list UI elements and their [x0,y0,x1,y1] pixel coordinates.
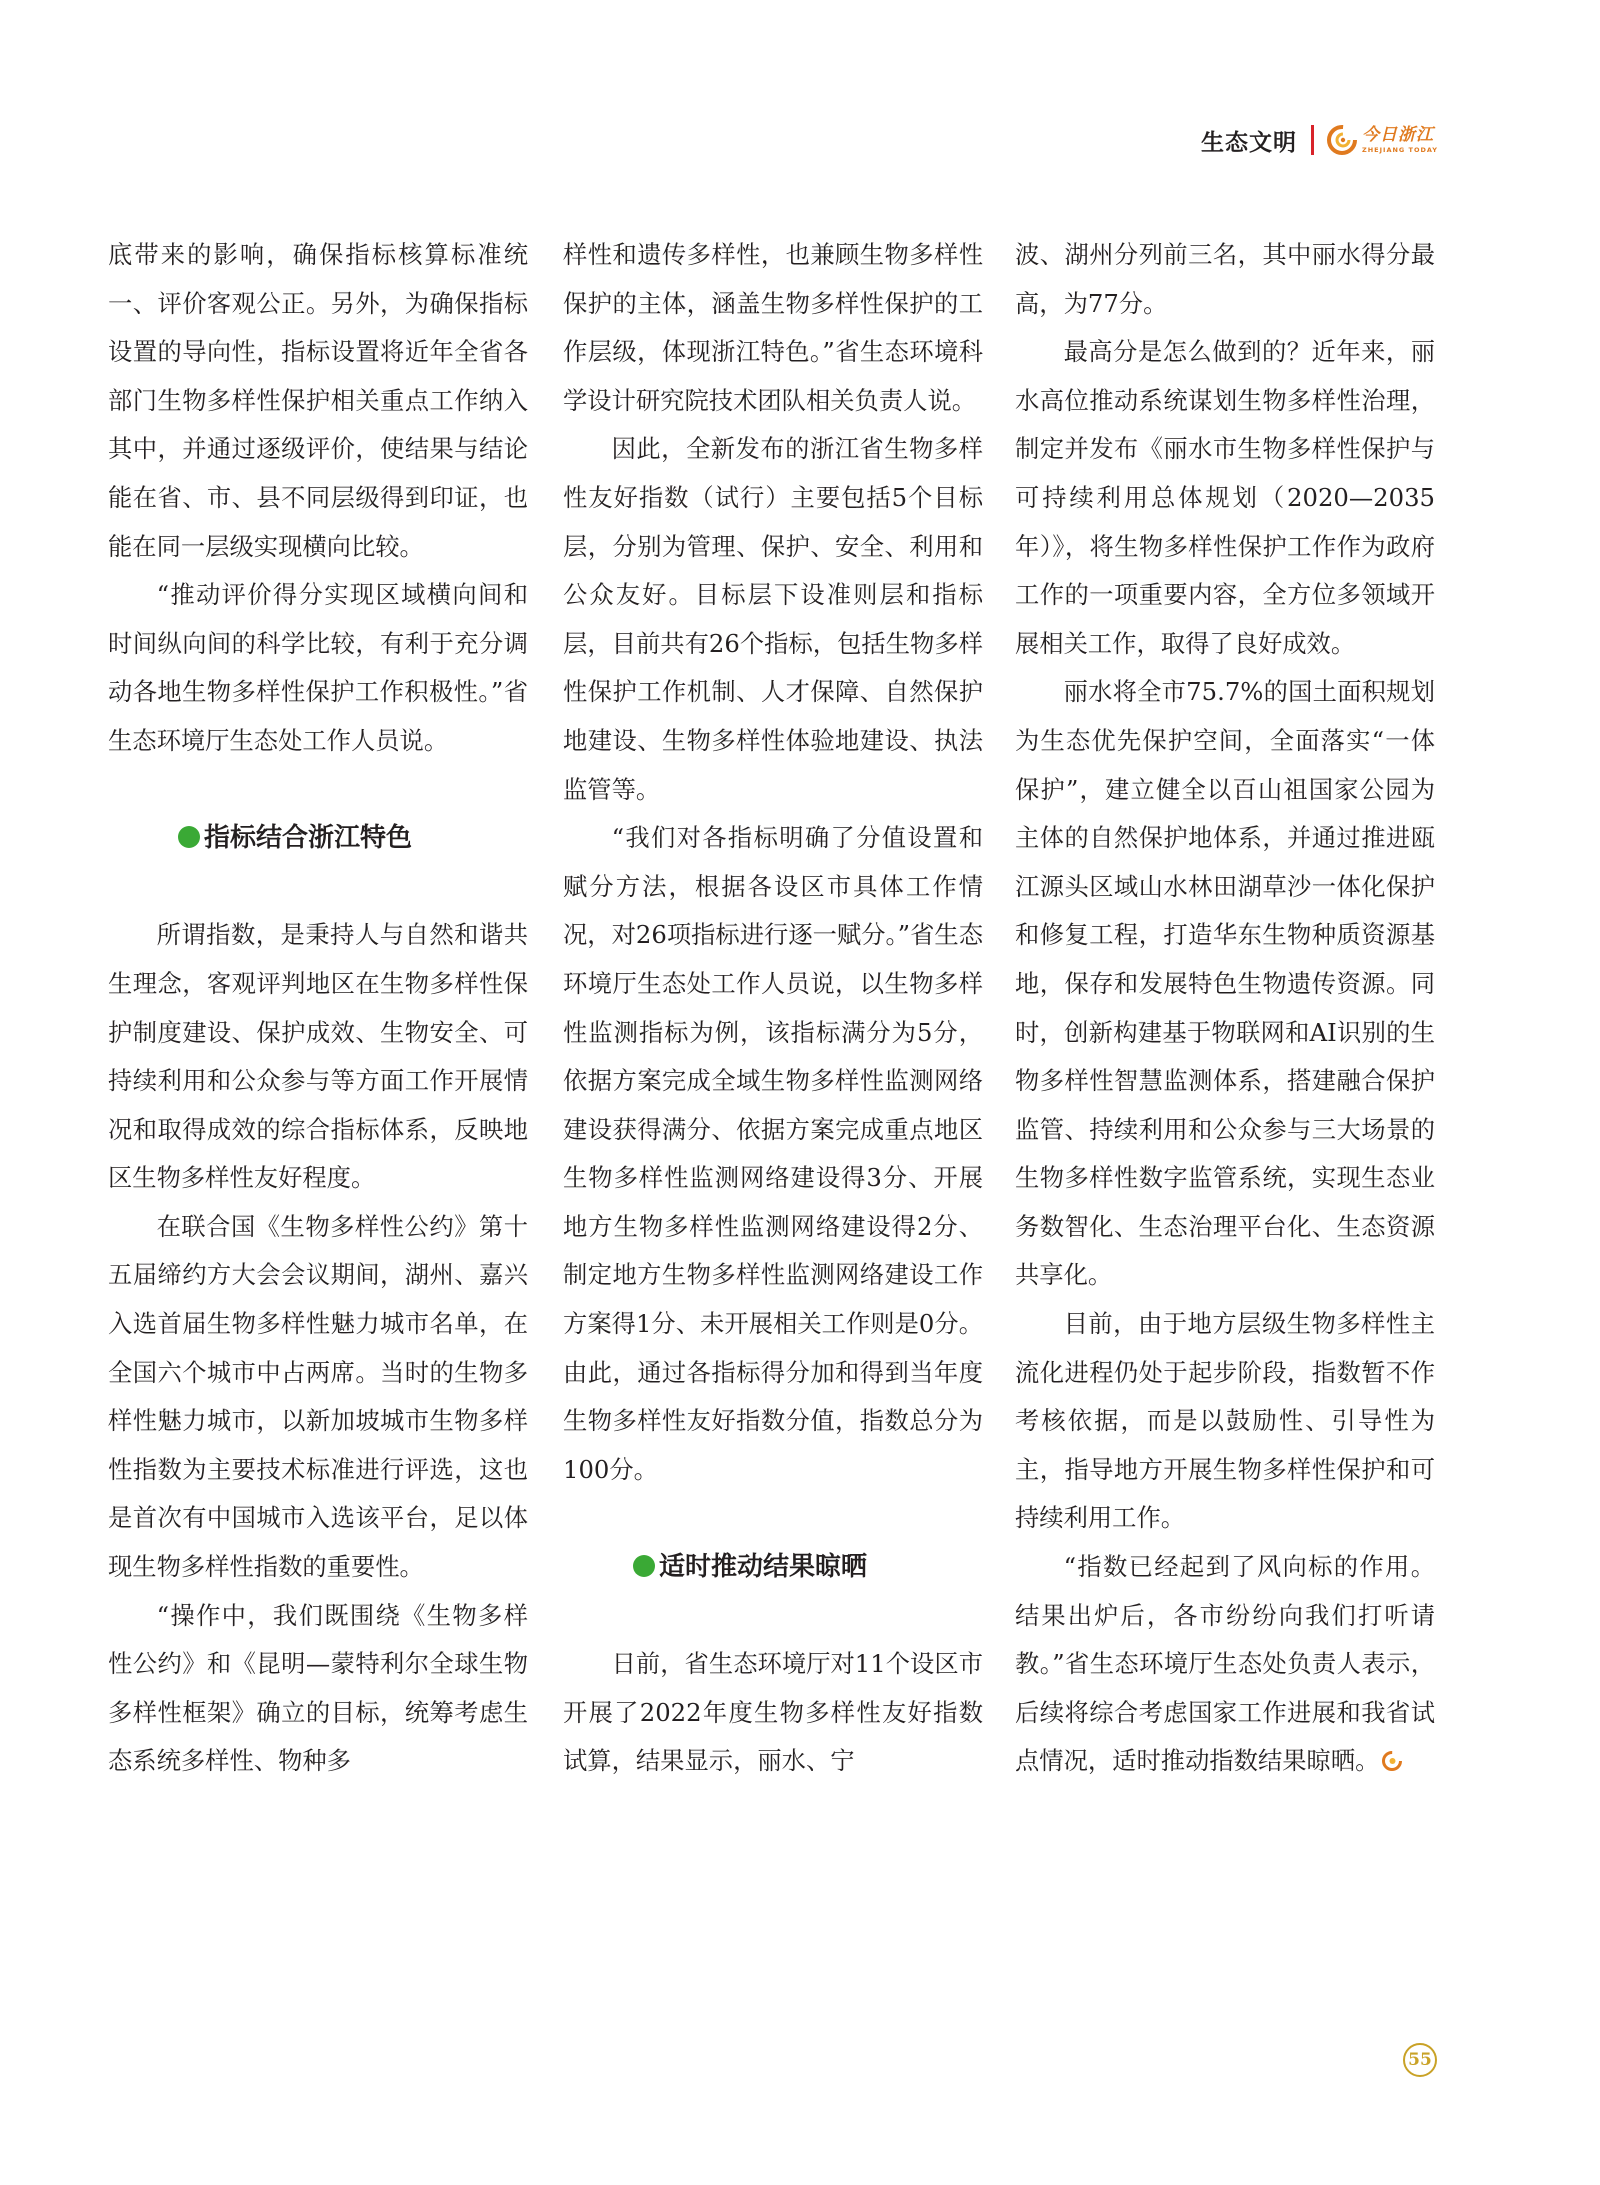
paragraph: “操作中，我们既围绕《生物多样性公约》和《昆明—蒙特利尔全球生物多样性框架》确立的目标，统筹考虑生态系统多样性、物种多 [108,1600,528,1776]
paragraph: 波、湖州分列前三名，其中丽水得分最高，为77分。 [1015,240,1435,318]
green-bullet-icon [178,826,200,848]
article-column-left [108,231,528,1786]
section-label: 生态文明 [1201,129,1298,156]
article-column-middle [563,231,983,1786]
magazine-logo [1326,124,1438,156]
article-column-right [1015,231,1435,1786]
page-number: 55 [1403,2043,1437,2077]
section-heading [108,814,528,863]
logo-text [1362,124,1438,154]
paragraph: 底带来的影响，确保指标核算标准统一、评价客观公正。另外，为确保指标设置的导向性，指标设置将近年全省各部门生物多样性保护相关重点工作纳入其中，并通过逐级评价，使结果与结论能在省、市、县不同层级得到印证，也能在同一层级实现横向比较。 [108,240,528,561]
section-heading-text: 指标结合浙江特色 [204,823,413,854]
paragraph: 丽水将全市75.7%的国土面积规划为生态优先保护空间，全面落实“一体保护”，建立健全以百山祖国家公园为主体的自然保护地体系，并通过推进瓯江源头区域山水林田湖草沙一体化保护和修复工程，打造华东生物种质资源基地，保存和发展特色生物遗传资源。同时，创新构建基于物联网和AI识别的生物多样性智慧监测体系，搭建融合保护监管、持续利用和公众参与三大场景的生物多样性数字监管系统，实现生态业务数智化、生态治理平台化、生态资源共享化。 [1015,677,1435,1290]
paragraph: 在联合国《生物多样性公约》第十五届缔约方大会会议期间，湖州、嘉兴入选首届生物多样性魅力城市名单，在全国六个城市中占两席。当时的生物多样性魅力城市，以新加坡城市生物多样性指数为主要技术标准进行评选，这也是首次有中国城市入选该平台，足以体现生物多样性指数的重要性。 [108,1211,528,1582]
paragraph: 最高分是怎么做到的？近年来，丽水高位推动系统谋划生物多样性治理，制定并发布《丽水市生物多样性保护与可持续利用总体规划（2020—2035年）》，将生物多样性保护工作作为政府工作的一项重要内容，全方位多领域开展相关工作，取得了良好成效。 [1015,337,1435,658]
paragraph-text: “指数已经起到了风向标的作用。结果出炉后，各市纷纷向我们打听请教。”省生态环境厅生态处负责人表示，后续将综合考虑国家工作进展和我省试点情况，适时推动指数结果晾晒。 [1015,1552,1435,1776]
paragraph: 日前，省生态环境厅对11个设区市开展了2022年度生物多样性友好指数试算，结果显示，丽水、宁 [563,1649,983,1776]
paragraph: “我们对各指标明确了分值设置和赋分方法，根据各设区市具体工作情况，对26项指标进行逐一赋分。”省生态环境厅生态处工作人员说，以生物多样性监测指标为例，该指标满分为5分，依据方案完成全域生物多样性监测网络建设获得满分、依据方案完成重点地区生物多样性监测网络建设得3分、开展地方生物多样性监测网络建设得2分、制定地方生物多样性监测网络建设工作方案得1分、未开展相关工作则是0分。由此，通过各指标得分加和得到当年度生物多样性友好指数分值，指数总分为100分。 [563,823,983,1484]
page-header [1201,118,1438,162]
paragraph: 目前，由于地方层级生物多样性主流化进程仍处于起步阶段，指数暂不作考核依据，而是以鼓励性、引导性为主，指导地方开展生物多样性保护和可持续利用工作。 [1015,1309,1435,1533]
paragraph: 样性和遗传多样性，也兼顾生物多样性保护的主体，涵盖生物多样性保护的工作层级，体现浙江特色。”省生态环境科学设计研究院技术团队相关负责人说。 [563,240,983,415]
paragraph [1015,1543,1435,1786]
end-mark-icon [1381,1750,1403,1772]
section-heading [563,1543,983,1592]
logo-chinese: 今日浙江 [1362,124,1435,145]
section-heading-text: 适时推动结果晾晒 [659,1552,868,1583]
logo-english: ZHEJIANG TODAY [1362,145,1438,154]
paragraph: 因此，全新发布的浙江省生物多样性友好指数（试行）主要包括5个目标层，分别为管理、保护、安全、利用和公众友好。目标层下设准则层和指标层，目前共有26个指标，包括生物多样性保护工作机制、人才保障、自然保护地建设、生物多样性体验地建设、执法监管等。 [563,434,983,804]
header-divider [1311,125,1314,155]
swirl-logo-icon [1326,124,1358,156]
paragraph: “推动评价得分实现区域横向间和时间纵向间的科学比较，有利于充分调动各地生物多样性保护工作积极性。”省生态环境厅生态处工作人员说。 [108,580,528,755]
green-bullet-icon [633,1555,655,1577]
paragraph: 所谓指数，是秉持人与自然和谐共生理念，客观评判地区在生物多样性保护制度建设、保护成效、生物安全、可持续利用和公众参与等方面工作开展情况和取得成效的综合指标体系，反映地区生物多样性友好程度。 [108,920,528,1193]
